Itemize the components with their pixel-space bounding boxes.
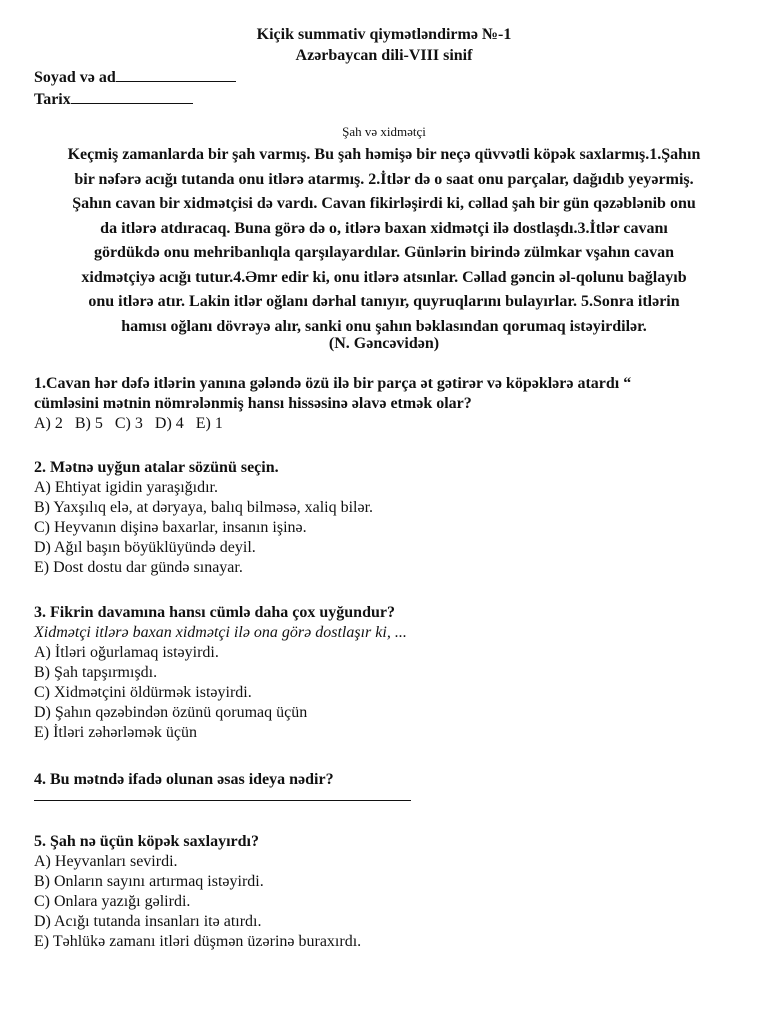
- answer-option: C) Xidmətçini öldürmək istəyirdi.: [34, 684, 252, 701]
- story-line: da itlərə atdıracaq. Buna görə də o, itlərə baxan xidmətçi ilə dostlaşdı.3.İtlər cavanı: [100, 219, 668, 237]
- question-1: [34, 374, 631, 434]
- answer-option: D) Şahın qəzəbindən özünü qorumaq üçün: [34, 704, 308, 721]
- question-5: [34, 832, 361, 952]
- answer-option: D) Ağıl başın böyüklüyündə deyil.: [34, 539, 256, 556]
- answer-option: A) Ehtiyat igidin yaraşığıdır.: [34, 479, 218, 496]
- question-text: 3. Fikrin davamına hansı cümlə daha çox uyğundur?: [34, 604, 395, 621]
- question-3: [34, 603, 407, 743]
- date-blank: [71, 89, 193, 104]
- answer-options: A) 2 B) 5 C) 3 D) 4 E) 1: [34, 415, 223, 432]
- story-line: hamısı oğlanı dövrəyə alır, sanki onu şahın bəklasından qorumaq istəyirdilər.: [121, 317, 647, 335]
- answer-option: A) İtləri oğurlamaq istəyirdi.: [34, 644, 219, 661]
- name-field: [34, 67, 236, 88]
- story-line: gördükdə onu mehribanlıqla qarşılayardılar. Günlərin birində zülmkar vşahın cavan: [93, 244, 675, 261]
- answer-blank-line: [34, 792, 411, 801]
- question-text: 5. Şah nə üçün köpək saxlayırdı?: [34, 833, 259, 850]
- question-text: 1.Cavan hər dəfə itlərin yanına gələndə özü ilə bir parça ət gətirər və köpəklərə atardı “: [34, 375, 632, 392]
- question-text: 4. Bu mətndə ifadə olunan əsas ideya nədir?: [34, 771, 334, 788]
- question-2: [34, 458, 373, 578]
- question-text: 2. Mətnə uyğun atalar sözünü seçin.: [34, 459, 279, 476]
- name-blank: [116, 67, 236, 82]
- answer-option: B) Yaxşılıq elə, at dəryaya, balıq bilməsə, xaliq bilər.: [34, 499, 374, 516]
- question-4: [34, 770, 411, 801]
- name-label: Soyad və ad: [34, 69, 116, 86]
- worksheet-subtitle: Azərbaycan dili-VIII sinif: [295, 47, 473, 64]
- story-line: xidmətçiyə acığı tutur.4.Əmr edir ki, onu itlərə atsınlar. Cəllad gəncin əl-qolunu bağlayıb: [81, 268, 687, 286]
- answer-option: B) Onların sayını artırmaq istəyirdi.: [34, 873, 264, 890]
- story-title: Şah və xidmətçi: [342, 124, 426, 139]
- answer-option: E) Təhlükə zamanı itləri düşmən üzərinə buraxırdı.: [34, 933, 362, 950]
- question-hint: Xidmətçi itlərə baxan xidmətçi ilə ona görə dostlaşır ki, ...: [34, 624, 407, 641]
- answer-option: E) İtləri zəhərləmək üçün: [34, 724, 198, 741]
- answer-option: A) Heyvanları sevirdi.: [34, 853, 178, 870]
- date-field: [34, 89, 193, 110]
- story-author: (N. Gəncəvidən): [328, 335, 440, 352]
- story-line: onu itlərə atır. Lakin itlər oğlanı dərhal tanıyır, quyruqlarını bulayırlar. 5.Sonra itlərin: [88, 293, 680, 310]
- story-line: bir nəfərə acığı tutanda onu itlərə atarmış. 2.İtlər də o saat onu parçalar, dağıdıb yeyərmiş.: [74, 170, 694, 188]
- story-line: Keçmiş zamanlarda bir şah varmış. Bu şah həmişə bir neçə qüvvətli köpək saxlarmış.1.Şahın: [67, 146, 701, 163]
- answer-option: C) Heyvanın dişinə baxarlar, insanın işinə.: [34, 519, 307, 536]
- answer-option: B) Şah tapşırmışdı.: [34, 664, 158, 681]
- story-text: [22, 143, 746, 339]
- question-text: cümləsini mətnin nömrələnmiş hansı hissəsinə əlavə etmək olar?: [34, 395, 472, 412]
- answer-option: D) Acığı tutanda insanları itə atırdı.: [34, 913, 262, 930]
- worksheet-title: Kiçik summativ qiymətləndirmə №-1: [256, 26, 512, 43]
- answer-option: E) Dost dostu dar gündə sınayar.: [34, 559, 243, 576]
- date-label: Tarix: [34, 91, 71, 108]
- answer-option: C) Onlara yazığı gəlirdi.: [34, 893, 191, 910]
- story-line: Şahın cavan bir xidmətçisi də vardı. Cavan fikirləşirdi ki, cəllad şah bir gün qəzəblənib onu: [72, 195, 696, 212]
